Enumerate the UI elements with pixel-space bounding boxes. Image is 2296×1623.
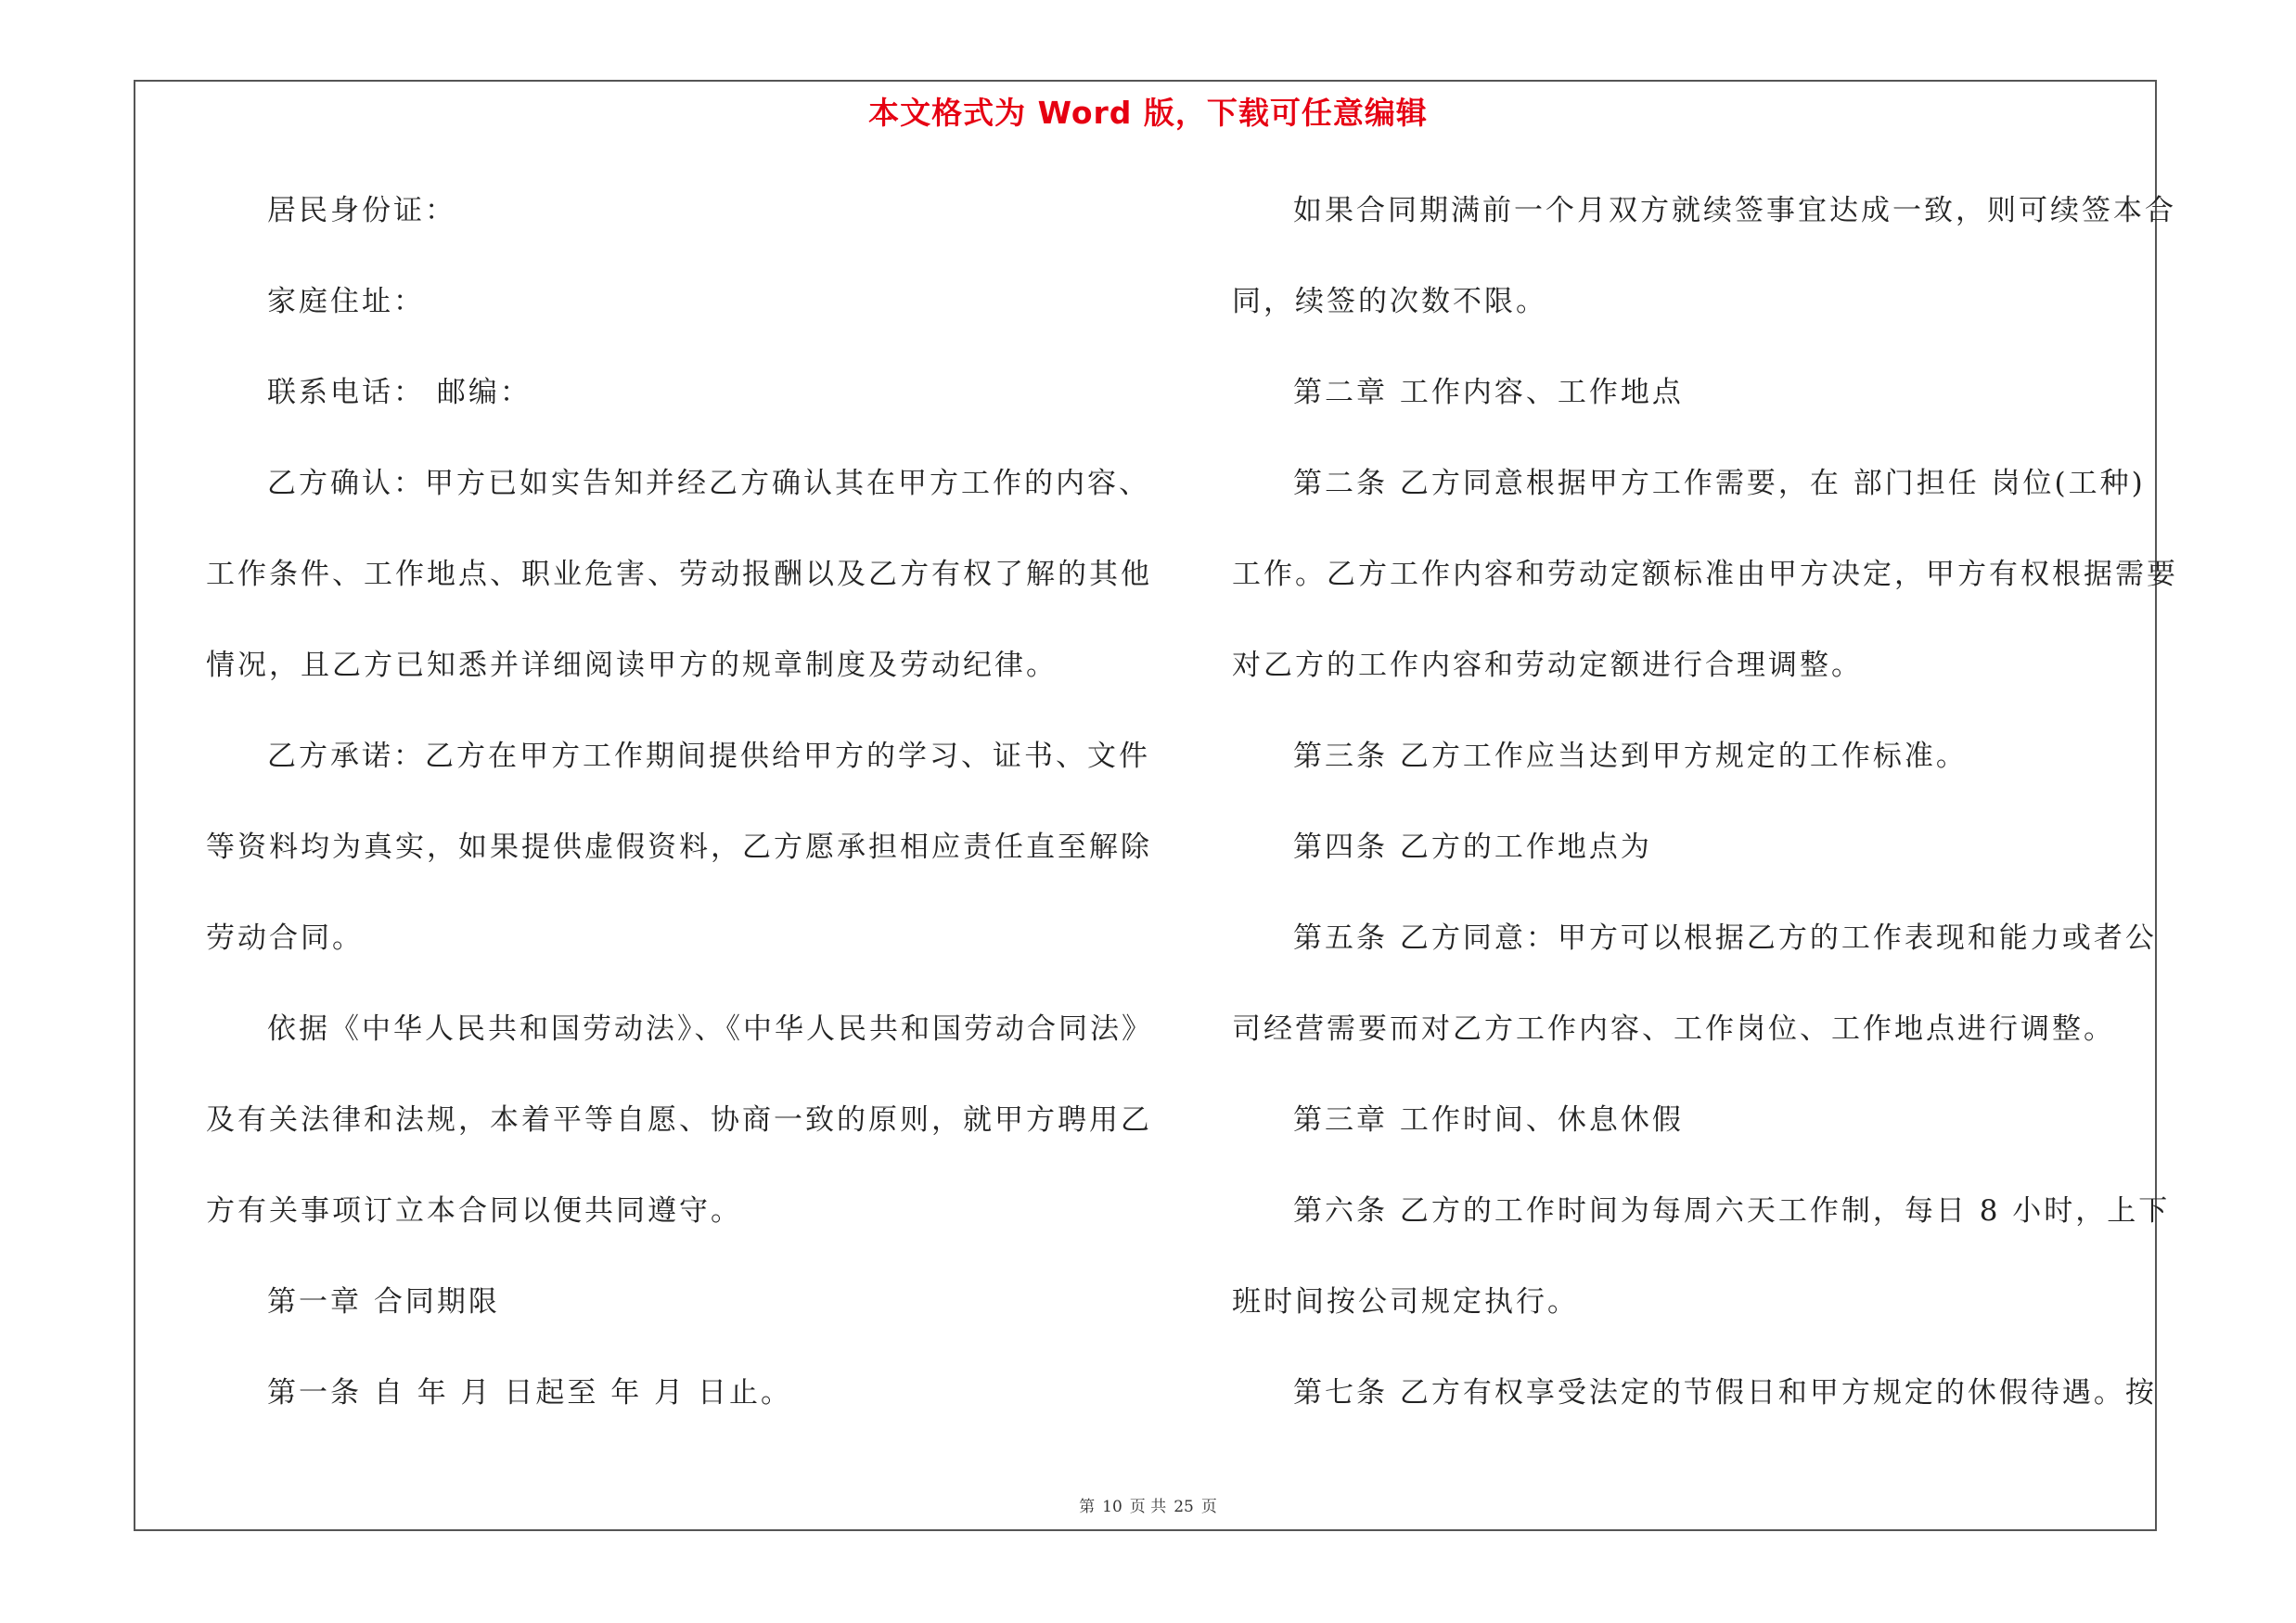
- paragraph-line: 工作条件、工作地点、职业危害、劳动报酬以及乙方有权了解的其他: [206, 558, 1152, 591]
- paragraph-line: 等资料均为真实，如果提供虚假资料，乙方愿承担相应责任直至解除: [206, 831, 1152, 864]
- paragraph-line: 第二条 乙方同意根据甲方工作需要，在 部门担任 岗位(工种): [1293, 467, 2146, 500]
- paragraph-line: 方有关事项订立本合同以便共同遵守。: [206, 1194, 742, 1228]
- paragraph-line: 依据《中华人民共和国劳动法》、《中华人民共和国劳动合同法》: [267, 1012, 1153, 1046]
- footer-suffix: 页: [1200, 1498, 1217, 1516]
- paragraph-line: 联系电话： 邮编：: [267, 376, 532, 409]
- current-page-number: 10: [1102, 1498, 1122, 1516]
- paragraph-line: 及有关法律和法规，本着平等自愿、协商一致的原则，就甲方聘用乙: [206, 1103, 1152, 1137]
- paragraph-line: 乙方确认：甲方已如实告知并经乙方确认其在甲方工作的内容、: [267, 467, 1150, 500]
- paragraph-line: 第四条 乙方的工作地点为: [1293, 831, 1652, 864]
- total-page-count: 25: [1174, 1498, 1194, 1516]
- paragraph-line: 第七条 乙方有权享受法定的节假日和甲方规定的休假待遇。按: [1293, 1376, 2157, 1410]
- paragraph-line: 工作。乙方工作内容和劳动定额标准由甲方决定，甲方有权根据需要: [1232, 558, 2178, 591]
- footer-mid: 页 共: [1129, 1498, 1167, 1516]
- paragraph-line: 第六条 乙方的工作时间为每周六天工作制，每日 8 小时，上下: [1293, 1194, 2171, 1228]
- right-text-column: [1232, 182, 2178, 1455]
- paragraph-line: 第三条 乙方工作应当达到甲方规定的工作标准。: [1293, 740, 1968, 773]
- paragraph-line: 情况，且乙方已知悉并详细阅读甲方的规章制度及劳动纪律。: [206, 649, 1058, 682]
- paragraph-line: 第五条 乙方同意：甲方可以根据乙方的工作表现和能力或者公: [1293, 921, 2157, 955]
- paragraph-line: 居民身份证：: [267, 194, 456, 227]
- paragraph-line: 第一条 自 年 月 日起至 年 月 日止。: [267, 1376, 792, 1410]
- left-text-column: [206, 182, 1153, 1455]
- chapter-heading: 第二章 工作内容、工作地点: [1293, 376, 1684, 409]
- paragraph-line: 乙方承诺：乙方在甲方工作期间提供给甲方的学习、证书、文件: [267, 740, 1150, 773]
- chapter-heading: 第三章 工作时间、休息休假: [1293, 1103, 1684, 1137]
- page-number-footer: [0, 1493, 2296, 1516]
- footer-prefix: 第: [1079, 1498, 1096, 1516]
- word-format-banner: 本文格式为 Word 版，下载可任意编辑: [868, 95, 1428, 131]
- paragraph-line: 司经营需要而对乙方工作内容、工作岗位、工作地点进行调整。: [1232, 1012, 2115, 1046]
- paragraph-line: 劳动合同。: [206, 921, 364, 955]
- paragraph-line: 如果合同期满前一个月双方就续签事宜达成一致，则可续签本合: [1293, 194, 2176, 227]
- paragraph-line: 家庭住址：: [267, 285, 425, 318]
- paragraph-line: 班时间按公司规定执行。: [1232, 1285, 1579, 1319]
- chapter-heading: 第一章 合同期限: [267, 1285, 500, 1319]
- paragraph-line: 同，续签的次数不限。: [1232, 285, 1547, 318]
- paragraph-line: 对乙方的工作内容和劳动定额进行合理调整。: [1232, 649, 1863, 682]
